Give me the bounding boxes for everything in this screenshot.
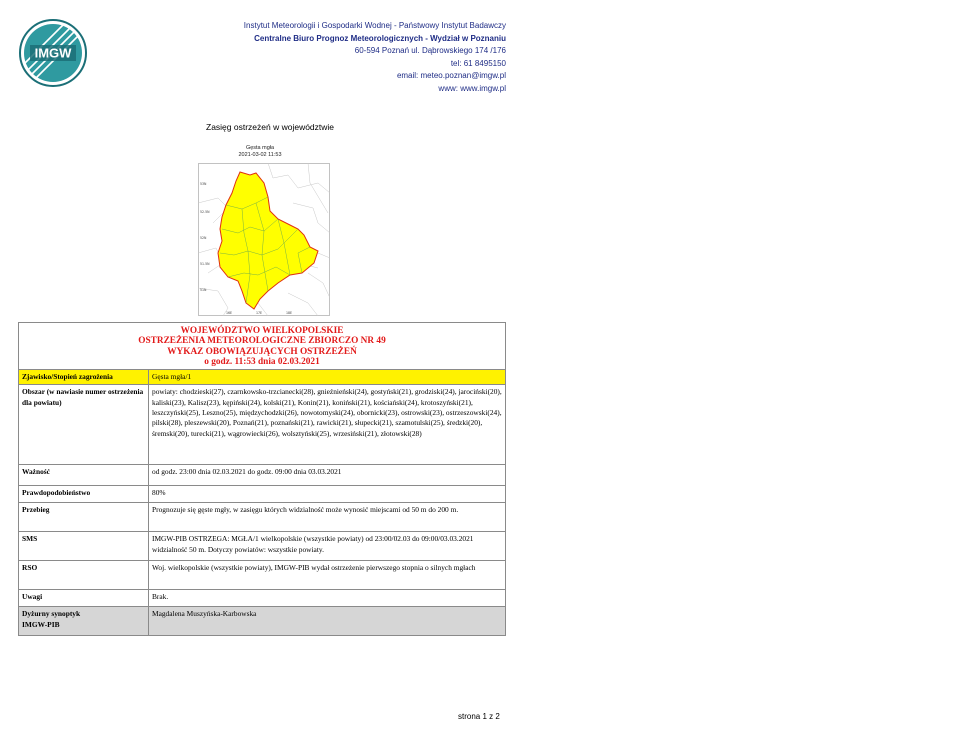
row-value: Woj. wielkopolskie (wszystkie powiaty), IMGW-PIB wydał ostrzeżenie pierwszego stopnia o silnych mgłach — [149, 561, 506, 590]
row-value: Magdalena Muszyńska-Karbowska — [149, 607, 506, 636]
row-value: IMGW-PIB OSTRZEGA: MGŁA/1 wielkopolskie (wszystkie powiaty) od 23:00/02.03 do 09:00/03.03.2021 widzialność 50 m. Dotyczy powiatów: wszystkie powiaty. — [149, 532, 506, 561]
row-label: SMS — [19, 532, 149, 561]
row-value: Gęsta mgła/1 — [149, 370, 506, 385]
table-row-course — [19, 503, 506, 532]
institute-header — [244, 20, 506, 95]
header-institute-name: Instytut Meteorologii i Gospodarki Wodnej - Państwowy Instytut Badawczy — [243, 21, 506, 30]
row-value: 80% — [149, 486, 506, 503]
table-row-sms — [19, 532, 506, 561]
row-label: Obszar (w nawiasie numer ostrzeżenia dla powiatu) — [19, 385, 149, 465]
svg-text:18E: 18E — [286, 311, 293, 315]
row-label: Prawdopodobieństwo — [19, 486, 149, 503]
row-label: RSO — [19, 561, 149, 590]
svg-text:52.5N: 52.5N — [200, 210, 210, 214]
table-row-phenomenon — [19, 370, 506, 385]
table-row-validity — [19, 465, 506, 486]
voivodeship-warning-map — [198, 163, 330, 316]
header-email[interactable]: email: meteo.poznan@imgw.pl — [396, 71, 506, 80]
row-label: Ważność — [19, 465, 149, 486]
warning-issue-time: o godz. 11:53 dnia 02.03.2021 — [204, 356, 320, 367]
header-address: 60-594 Poznań ul. Dąbrowskiego 174 /176 — [354, 46, 506, 55]
svg-text:53N: 53N — [200, 182, 207, 186]
table-row-remarks — [19, 590, 506, 607]
warning-title — [19, 323, 506, 370]
page-number: strona 1 z 2 — [458, 712, 500, 721]
map-subtitle — [200, 145, 320, 159]
header-department: Centralne Biuro Prognoz Meteorologicznych - Wydział w Poznaniu — [254, 33, 506, 43]
row-value: od godz. 23:00 dnia 02.03.2021 do godz. 09:00 dnia 03.03.2021 — [149, 465, 506, 486]
svg-text:52N: 52N — [200, 236, 207, 240]
map-timestamp: 2021-03-02 11:53 — [238, 152, 282, 158]
warning-table — [18, 322, 506, 636]
svg-text:51.5N: 51.5N — [200, 262, 210, 266]
warning-list-heading: WYKAZ OBOWIĄZUJĄCYCH OSTRZEŻEŃ — [167, 346, 357, 357]
svg-text:16E: 16E — [226, 311, 233, 315]
row-label: Zjawisko/Stopień zagrożenia — [19, 370, 149, 385]
row-value: powiaty: chodzieski(27), czarnkowsko-trzcianecki(28), gnieźnieński(24), gostyński(21), grodziski(24), jarociński(20), kaliski(23), Kalisz(23), kępiński(24), kolski(21), Konin(21), koniński(21), kościański(24), krotoszyński(21), leszczyński(25), Leszno(25), międzychodzki(26), nowotomyski(24), obornicki(23), ostrowski(23), ostrzeszowski(24), pilski(28), pleszewski(20), Poznań(21), poznański(21), rawicki(21), słupecki(21), szamotulski(25), średzki(20), śremski(20), turecki(21), wągrowiecki(26), wolsztyński(25), wrzesiński(21), złotowski(28) — [149, 385, 506, 465]
row-label: Przebieg — [19, 503, 149, 532]
header-website[interactable]: www: www.imgw.pl — [438, 83, 506, 93]
table-row-forecaster — [19, 607, 506, 636]
svg-text:51N: 51N — [200, 288, 207, 292]
table-row-probability — [19, 486, 506, 503]
row-label: Uwagi — [19, 590, 149, 607]
forecaster-label: Dyżurny synoptyk — [22, 609, 81, 619]
warning-region: WOJEWÓDZTWO WIELKOPOLSKIE — [180, 326, 344, 336]
header-phone: tel: 61 8495150 — [450, 58, 506, 68]
row-value: Prognozuje się gęste mgły, w zasięgu których widzialność może wynosić miejscami od 50 m do 200 m. — [149, 503, 506, 532]
table-row-rso — [19, 561, 506, 590]
svg-text:17E: 17E — [256, 311, 263, 315]
row-value: Brak. — [149, 590, 506, 607]
imgw-logo — [18, 18, 88, 88]
row-label — [19, 607, 149, 636]
warning-bulletin-number: OSTRZEŻENIA METEOROLOGICZNE ZBIORCZO NR 49 — [138, 336, 386, 347]
table-row-area — [19, 385, 506, 465]
map-phenomenon: Gęsta mgła — [245, 145, 275, 151]
map-title: Zasięg ostrzeżeń w województwie — [206, 122, 335, 132]
forecaster-org: IMGW-PIB — [22, 619, 60, 629]
warning-title-row — [19, 323, 506, 370]
logo-text: IMGW — [34, 45, 72, 61]
